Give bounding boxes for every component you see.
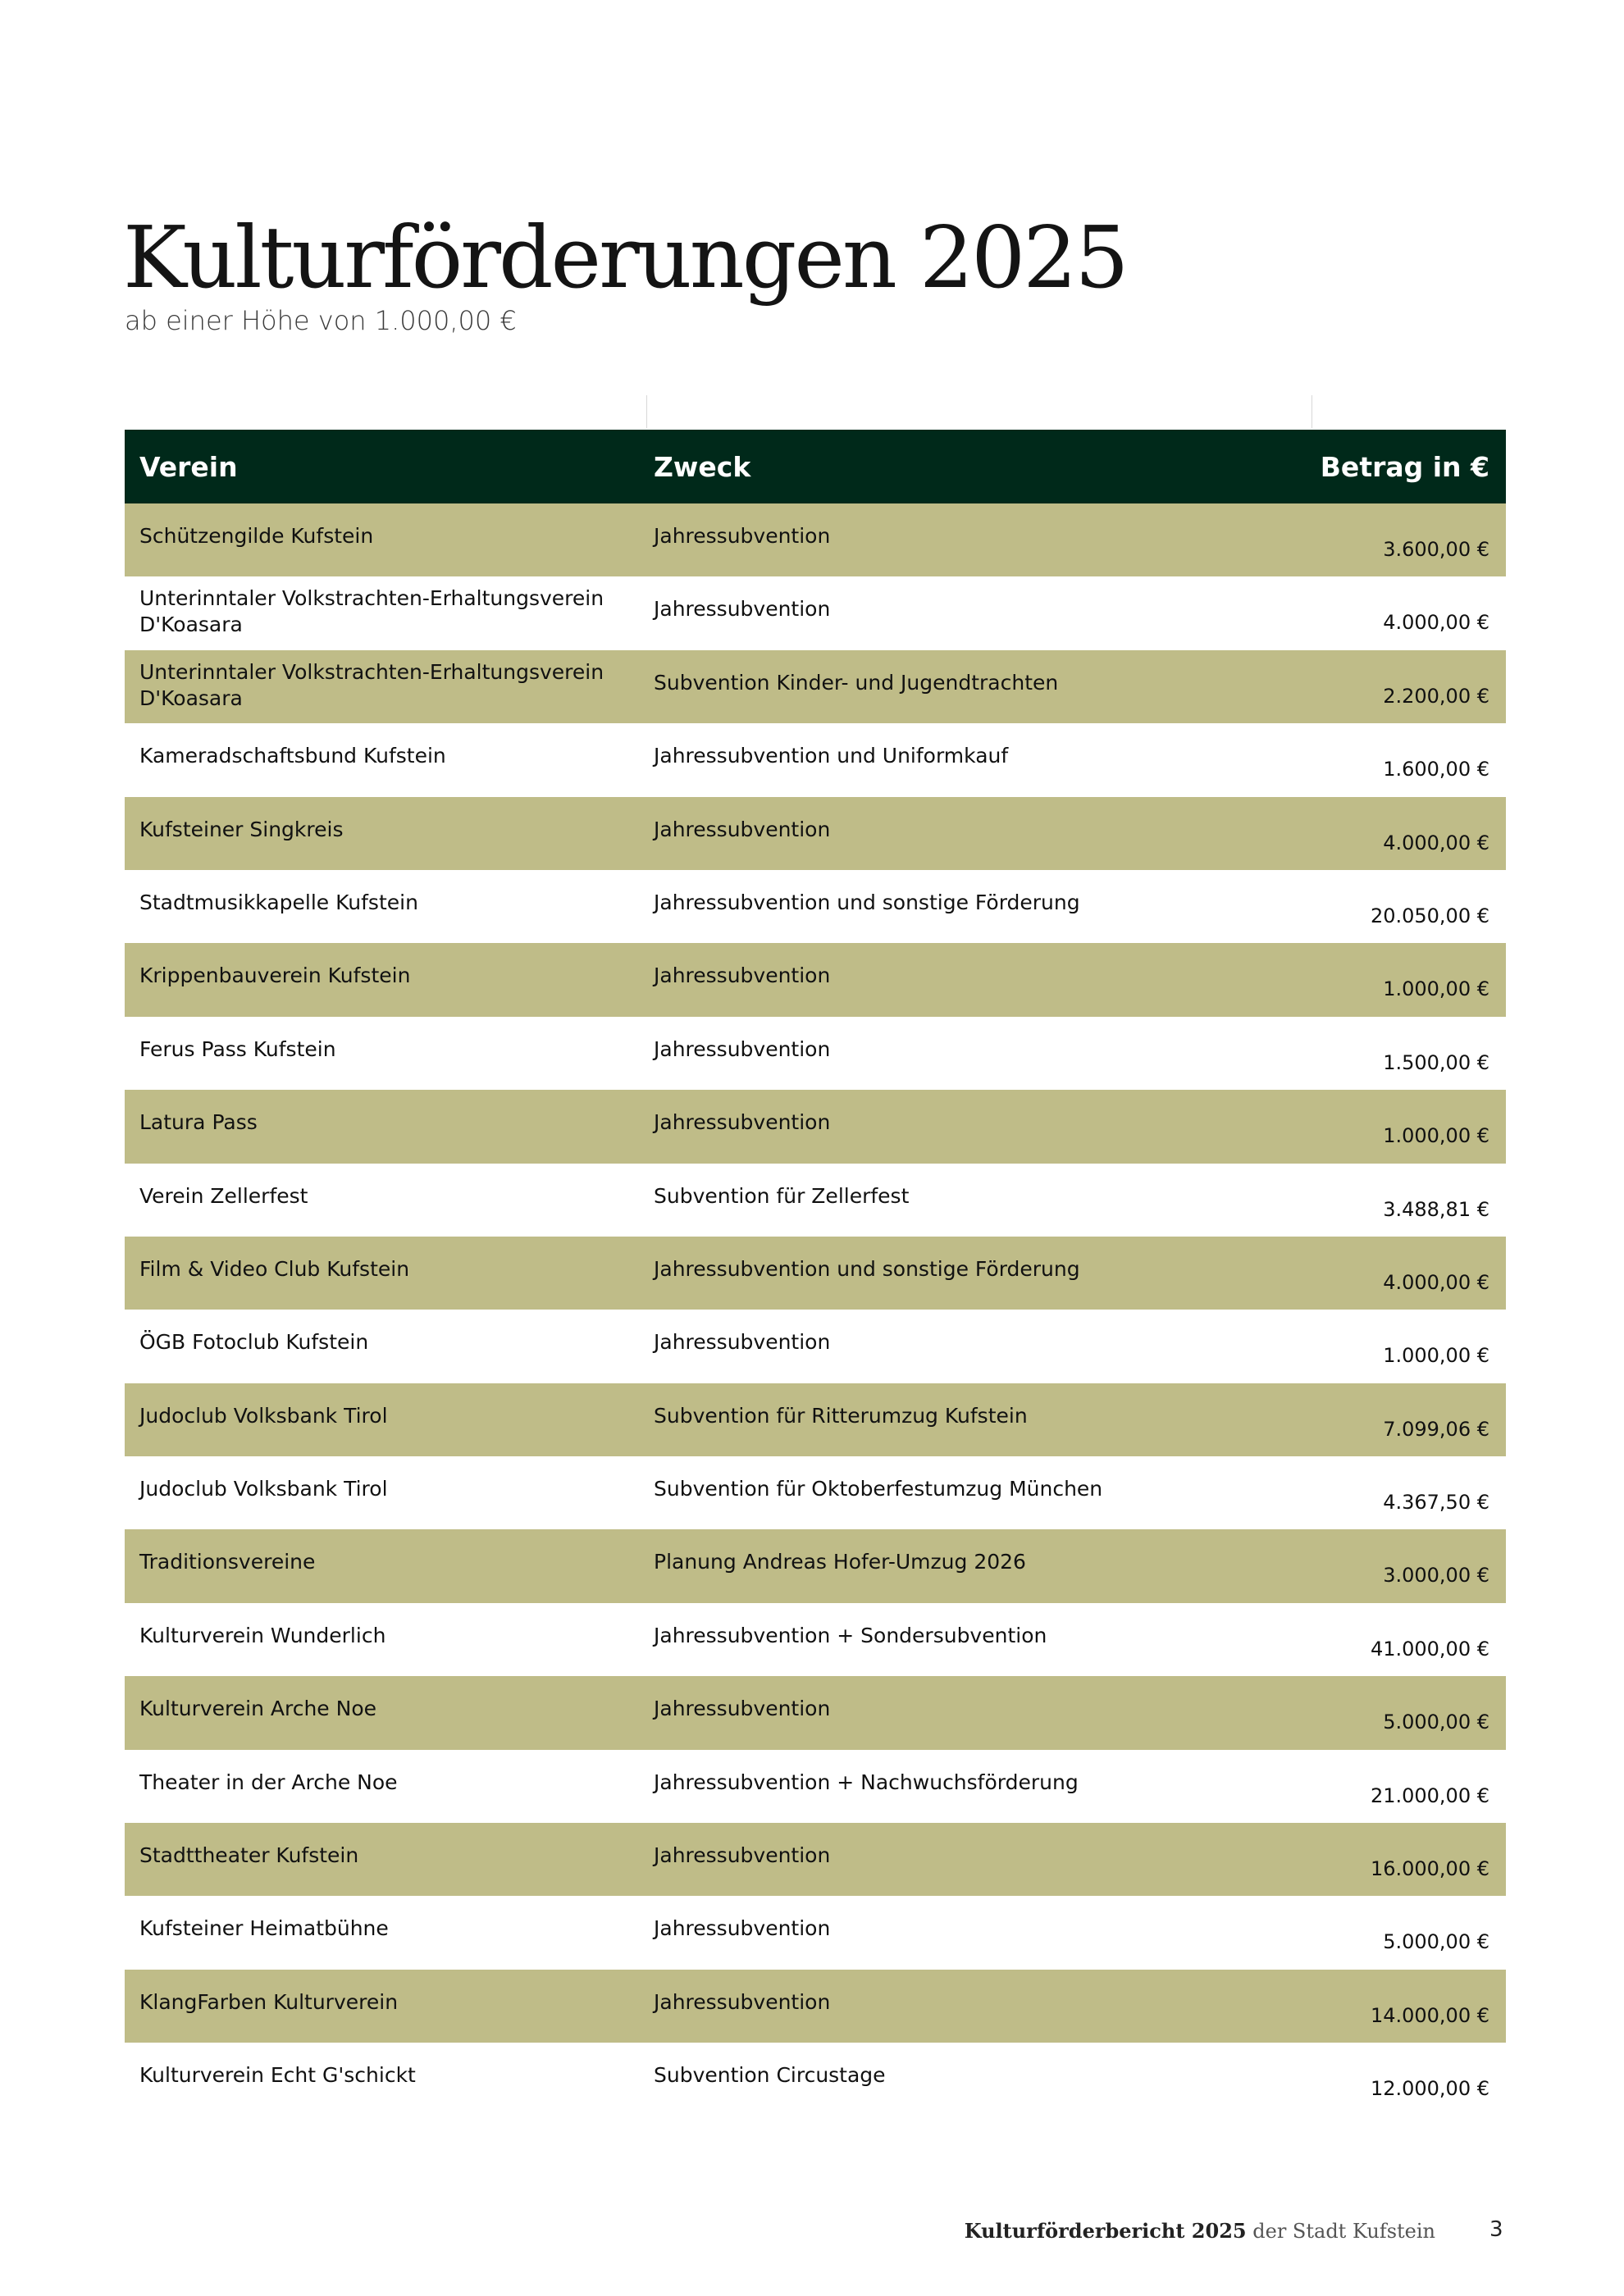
cell-zweck: Jahressubvention <box>654 524 831 548</box>
table-row <box>125 1164 1506 1237</box>
cell-zweck: Subvention Circustage <box>654 2063 886 2088</box>
cell-betrag: 5.000,00 € <box>1383 1711 1489 1734</box>
cell-betrag: 16.000,00 € <box>1370 1857 1489 1881</box>
cell-zweck: Jahressubvention + Nachwuchsförderung <box>654 1770 1079 1794</box>
table-header <box>125 430 1506 503</box>
table-row <box>125 650 1506 723</box>
cell-betrag: 21.000,00 € <box>1370 1784 1489 1807</box>
cell-zweck: Jahressubvention <box>654 1916 831 1941</box>
page-title: Kulturförderungen 2025 <box>123 207 1127 308</box>
cell-zweck: Jahressubvention und sonstige Förderung <box>654 1256 1080 1281</box>
table-row <box>125 503 1506 576</box>
funding-table <box>125 430 1506 2116</box>
cell-betrag: 2.200,00 € <box>1383 684 1489 708</box>
table-row <box>125 797 1506 870</box>
cell-betrag: 1.000,00 € <box>1383 1124 1489 1148</box>
cell-betrag: 12.000,00 € <box>1370 2077 1489 2101</box>
table-row <box>125 1603 1506 1676</box>
cell-betrag: 4.000,00 € <box>1383 831 1489 854</box>
cell-zweck: Jahressubvention <box>654 817 831 841</box>
cell-verein: Judoclub Volksbank Tirol <box>139 1477 388 1501</box>
cell-zweck: Planung Andreas Hofer-Umzug 2026 <box>654 1550 1026 1574</box>
cell-verein: Stadtmusikkapelle Kufstein <box>139 890 418 914</box>
cell-zweck: Subvention für Ritterumzug Kufstein <box>654 1403 1028 1428</box>
cell-verein: Film & Video Club Kufstein <box>139 1256 410 1281</box>
cell-zweck: Jahressubvention <box>654 1110 831 1135</box>
cell-zweck: Jahressubvention + Sondersubvention <box>654 1623 1047 1647</box>
cell-zweck: Subvention Kinder- und Jugendtrachten <box>654 670 1059 695</box>
cell-verein: Kufsteiner Singkreis <box>139 817 344 841</box>
cell-zweck: Jahressubvention <box>654 1843 831 1868</box>
cell-betrag: 14.000,00 € <box>1370 2003 1489 2027</box>
cell-verein: Kulturverein Arche Noe <box>139 1697 377 1721</box>
cell-betrag: 4.000,00 € <box>1383 611 1489 635</box>
cell-verein: Kufsteiner Heimatbühne <box>139 1916 389 1941</box>
cell-zweck: Jahressubvention <box>654 1036 831 1061</box>
table-row <box>125 1676 1506 1749</box>
footer-report-bold: Kulturförderbericht 2025 <box>964 2219 1247 2243</box>
table-row <box>125 576 1506 649</box>
cell-betrag: 5.000,00 € <box>1383 1930 1489 1954</box>
cell-betrag: 1.000,00 € <box>1383 1344 1489 1368</box>
cell-verein: ÖGB Fotoclub Kufstein <box>139 1330 369 1355</box>
cell-zweck: Jahressubvention und sonstige Förderung <box>654 890 1080 914</box>
cell-verein: Unterinntaler Volkstrachten-Erhaltungsverein D'Koasara <box>139 659 604 710</box>
cell-verein: Latura Pass <box>139 1110 258 1135</box>
cell-verein: Schützengilde Kufstein <box>139 524 374 548</box>
table-row <box>125 723 1506 796</box>
cell-zweck: Jahressubvention <box>654 1330 831 1355</box>
cell-betrag: 1.500,00 € <box>1383 1050 1489 1074</box>
cell-verein: Theater in der Arche Noe <box>139 1770 398 1794</box>
table-row <box>125 2043 1506 2116</box>
table-row <box>125 1310 1506 1383</box>
table-row <box>125 1017 1506 1090</box>
table-row <box>125 943 1506 1016</box>
cell-verein: Traditionsvereine <box>139 1550 316 1574</box>
table-row <box>125 870 1506 943</box>
cell-verein: Kulturverein Echt G'schickt <box>139 2063 416 2088</box>
cell-zweck: Jahressubvention <box>654 1989 831 2014</box>
cell-betrag: 1.000,00 € <box>1383 977 1489 1001</box>
cell-verein: Krippenbauverein Kufstein <box>139 963 411 988</box>
page-number: 3 <box>1489 2217 1503 2242</box>
cell-verein: Judoclub Volksbank Tirol <box>139 1403 388 1428</box>
cell-verein: Unterinntaler Volkstrachten-Erhaltungsverein D'Koasara <box>139 586 604 637</box>
footer-report-rest: der Stadt Kufstein <box>1252 2220 1435 2243</box>
cell-betrag: 20.050,00 € <box>1370 904 1489 927</box>
table-row <box>125 1750 1506 1823</box>
header-betrag: Betrag in € <box>1320 450 1489 483</box>
cell-betrag: 1.600,00 € <box>1383 758 1489 781</box>
cell-zweck: Jahressubvention <box>654 963 831 988</box>
cell-zweck: Subvention für Oktoberfestumzug München <box>654 1477 1103 1501</box>
footer-report-title <box>965 2219 1435 2243</box>
cell-zweck: Subvention für Zellerfest <box>654 1183 910 1208</box>
table-row <box>125 1090 1506 1163</box>
cell-verein: Verein Zellerfest <box>139 1183 308 1208</box>
header-verein: Verein <box>139 450 238 483</box>
column-guide-line <box>646 395 647 428</box>
cell-betrag: 4.000,00 € <box>1383 1270 1489 1294</box>
table-row <box>125 1383 1506 1456</box>
table-row <box>125 1456 1506 1529</box>
cell-betrag: 41.000,00 € <box>1370 1637 1489 1660</box>
cell-betrag: 3.000,00 € <box>1383 1564 1489 1588</box>
cell-verein: Kameradschaftsbund Kufstein <box>139 744 446 768</box>
cell-verein: Stadttheater Kufstein <box>139 1843 359 1868</box>
cell-verein: Ferus Pass Kufstein <box>139 1036 336 1061</box>
cell-verein: KlangFarben Kulturverein <box>139 1989 399 2014</box>
cell-zweck: Jahressubvention <box>654 597 831 622</box>
table-row <box>125 1237 1506 1310</box>
table-row <box>125 1823 1506 1896</box>
cell-betrag: 3.488,81 € <box>1383 1197 1489 1221</box>
table-row <box>125 1970 1506 2043</box>
cell-verein: Kulturverein Wunderlich <box>139 1623 386 1647</box>
table-body <box>125 503 1506 2116</box>
cell-betrag: 4.367,50 € <box>1383 1491 1489 1515</box>
cell-zweck: Jahressubvention und Uniformkauf <box>654 744 1009 768</box>
cell-betrag: 3.600,00 € <box>1383 538 1489 561</box>
cell-betrag: 7.099,06 € <box>1383 1417 1489 1441</box>
cell-zweck: Jahressubvention <box>654 1697 831 1721</box>
table-row <box>125 1896 1506 1969</box>
header-zweck: Zweck <box>654 450 751 483</box>
table-row <box>125 1529 1506 1602</box>
page-subtitle: ab einer Höhe von 1.000,00 € <box>125 305 517 336</box>
